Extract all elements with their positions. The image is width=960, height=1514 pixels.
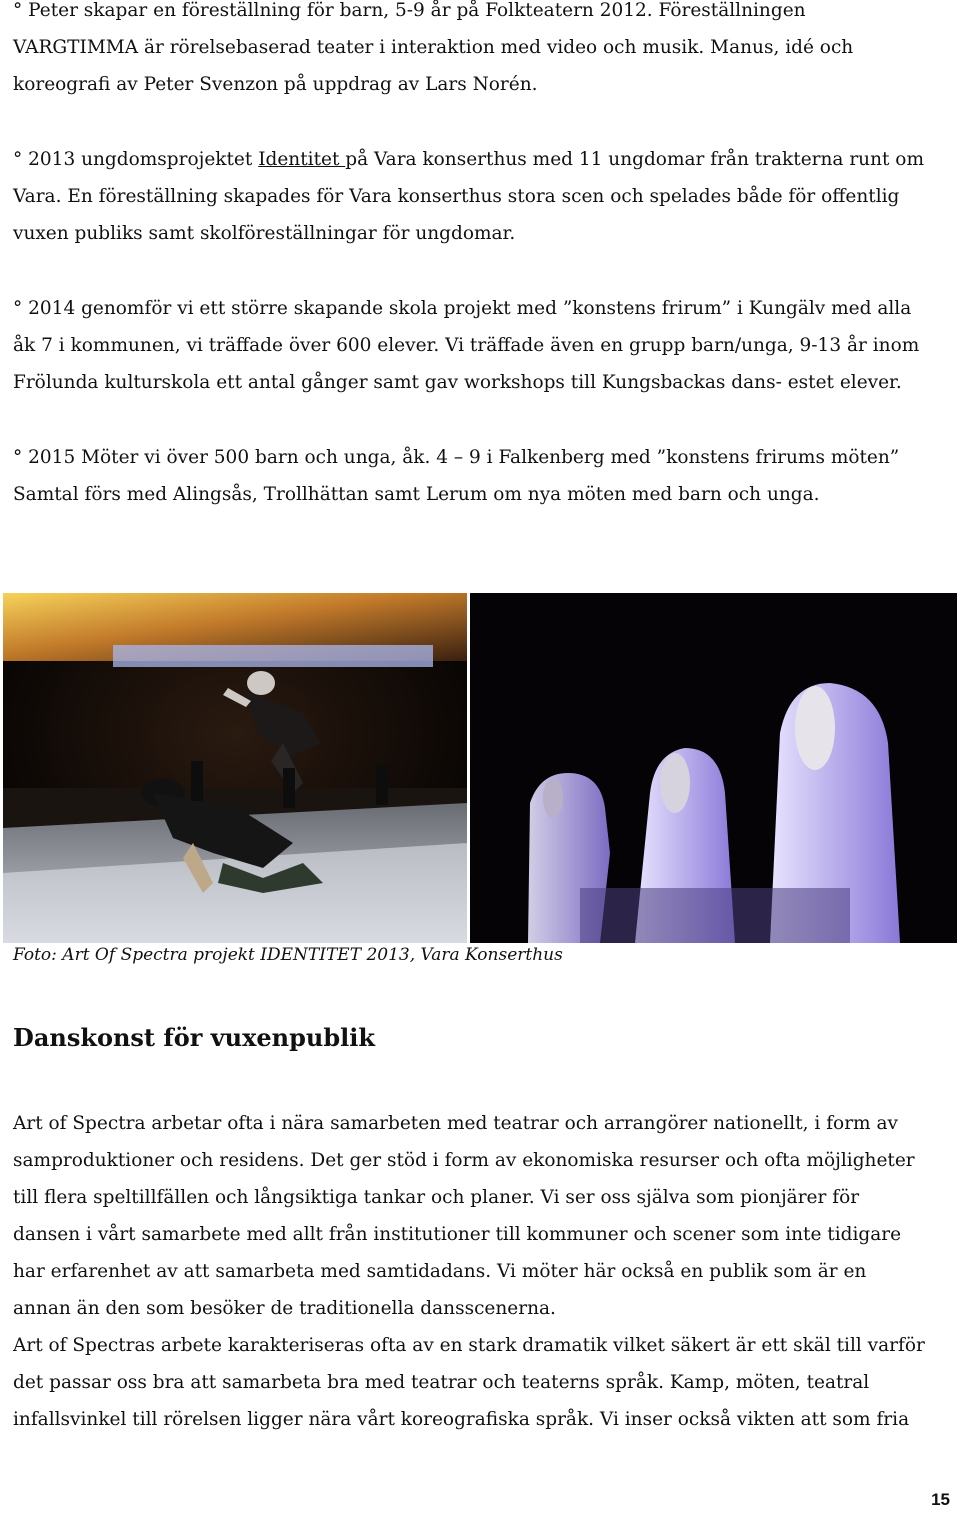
text-line: vuxen publiks samt skolföreställningar för ungdomar.	[13, 223, 516, 244]
identitet-link[interactable]: Identitet	[258, 149, 346, 170]
text-line: koreografi av Peter Svenzon på uppdrag av Lars Norén.	[13, 74, 538, 95]
text-line: ° 2015 Möter vi över 500 barn och unga, åk. 4 – 9 i Falkenberg med ”konstens frirums möten”	[13, 447, 900, 468]
text-line: ° Peter skapar en föreställning för barn, 5-9 år på Folkteatern 2012. Föreställningen	[13, 0, 806, 21]
paragraph-2012	[13, 0, 953, 103]
text-line: ° 2014 genomför vi ett större skapande skola projekt med ”konstens frirum” i Kungälv med alla	[13, 298, 912, 319]
text-line: har erfarenhet av att samarbeta med samtidadans. Vi möter här också en publik som är en	[13, 1261, 867, 1282]
stage-dance-illustration	[3, 593, 467, 943]
text-line: VARGTIMMA är rörelsebaserad teater i interaktion med video och musik. Manus, idé och	[13, 37, 854, 58]
section-body	[13, 1105, 953, 1438]
text-line: Art of Spectras arbete karakteriseras ofta av en stark dramatik vilket säkert är ett skäl till varför	[13, 1335, 925, 1356]
text-line: åk 7 i kommunen, vi träffade över 600 elever. Vi träffade även en grupp barn/unga, 9-13 år inom	[13, 335, 920, 356]
paragraph-2015	[13, 439, 953, 513]
text-line: dansen i vårt samarbete med allt från institutioner till kommuner och scener som inte tidigare	[13, 1224, 902, 1245]
hooded-youth-photo	[470, 593, 957, 943]
text-line: infallsvinkel till rörelsen ligger nära vårt koreografiska språk. Vi inser också vikten att som fria	[13, 1409, 910, 1430]
paragraph-2014	[13, 290, 953, 401]
page-number: 15	[931, 1490, 950, 1509]
text-line: samproduktioner och residens. Det ger stöd i form av ekonomiska resurser och ofta möjligheter	[13, 1150, 915, 1171]
text-segment: på Vara konserthus med 11 ungdomar från trakterna runt om	[345, 149, 924, 170]
text-line: annan än den som besöker de traditionella dansscenerna.	[13, 1298, 556, 1319]
text-line: till flera speltillfällen och långsiktiga tankar och planer. Vi ser oss själva som pionjärer för	[13, 1187, 860, 1208]
text-segment: ° 2013 ungdomsprojektet	[13, 149, 259, 170]
text-line: Vara. En föreställning skapades för Vara konserthus stora scen och spelades både för offentlig	[13, 186, 900, 207]
photo-caption: Foto: Art Of Spectra projekt IDENTITET 2013, Vara Konserthus	[13, 945, 563, 965]
text-line: det passar oss bra att samarbeta bra med teatrar och teaterns språk. Kamp, möten, teatral	[13, 1372, 870, 1393]
hooded-youth-illustration	[470, 593, 957, 943]
section-heading: Danskonst för vuxenpublik	[13, 1023, 375, 1052]
text-line: Frölunda kulturskola ett antal gånger samt gav workshops till Kungsbackas dans- estet elever.	[13, 372, 902, 393]
paragraph-2013	[13, 141, 953, 252]
stage-dance-photo	[3, 593, 467, 943]
text-line: Samtal förs med Alingsås, Trollhättan samt Lerum om nya möten med barn och unga.	[13, 484, 820, 505]
text-line: Art of Spectra arbetar ofta i nära samarbeten med teatrar och arrangörer nationellt, i form av	[13, 1113, 898, 1134]
text-line	[13, 141, 953, 178]
